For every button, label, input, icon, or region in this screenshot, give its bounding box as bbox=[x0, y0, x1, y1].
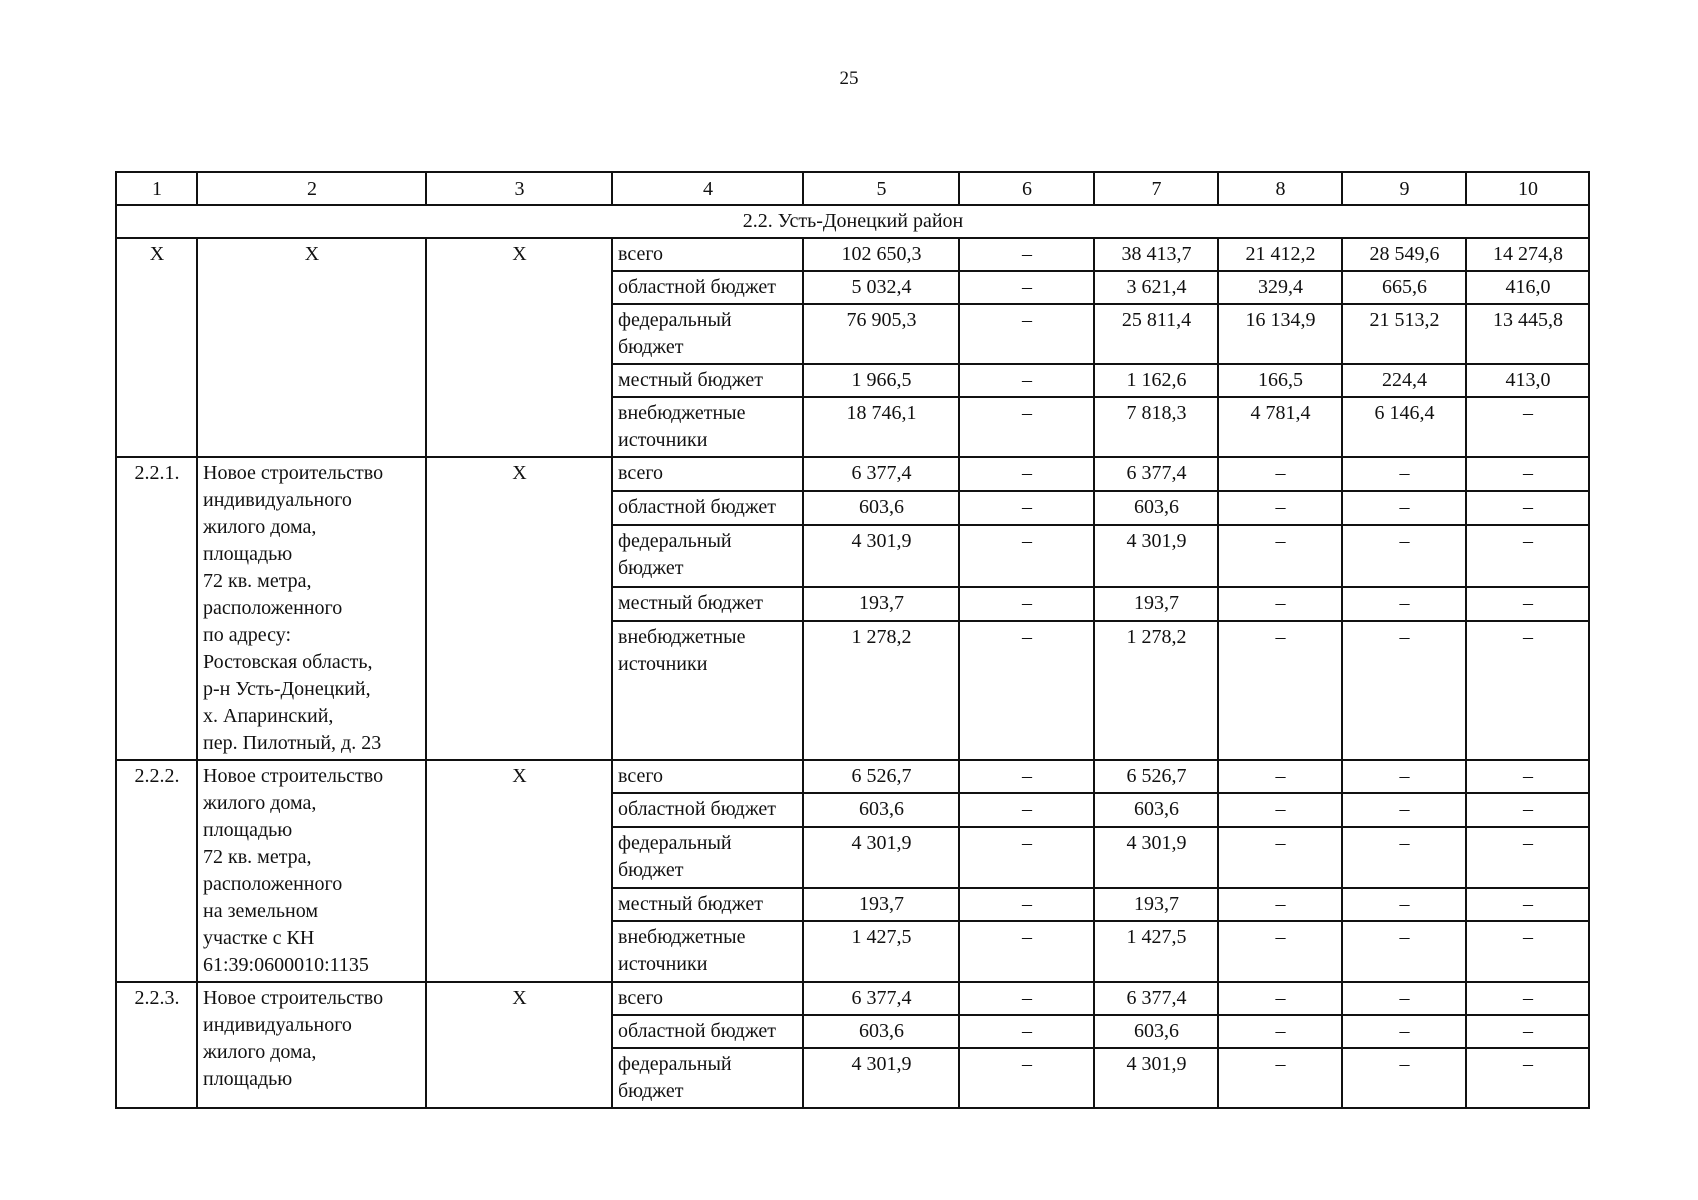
header-cell: 10 bbox=[1466, 172, 1589, 205]
header-row bbox=[116, 172, 1589, 205]
item-description bbox=[197, 760, 426, 982]
value-cell-c5: 603,6 bbox=[803, 793, 959, 826]
item-description: Х bbox=[197, 238, 426, 457]
value-cell-c5: 193,7 bbox=[803, 587, 959, 621]
value-cell-c10: 413,0 bbox=[1466, 364, 1589, 397]
value-cell-c6: – bbox=[959, 525, 1094, 587]
value-cell-c7: 4 301,9 bbox=[1094, 1048, 1218, 1108]
value-cell-c10: – bbox=[1466, 921, 1589, 982]
value-cell-c7: 4 301,9 bbox=[1094, 827, 1218, 888]
value-cell-c5: 76 905,3 bbox=[803, 304, 959, 364]
value-cell-c8: – bbox=[1218, 621, 1342, 760]
header-cell: 5 bbox=[803, 172, 959, 205]
value-cell-c5: 102 650,3 bbox=[803, 238, 959, 271]
value-cell-c9: – bbox=[1342, 621, 1466, 760]
description-line: 72 кв. метра, bbox=[203, 570, 312, 592]
value-cell-c6: – bbox=[959, 921, 1094, 982]
value-cell-c10: – bbox=[1466, 397, 1589, 457]
value-cell-c10: 416,0 bbox=[1466, 271, 1589, 304]
value-cell-c6: – bbox=[959, 621, 1094, 760]
value-cell-c5: 18 746,1 bbox=[803, 397, 959, 457]
header-cell: 3 bbox=[426, 172, 612, 205]
description-line: по адресу: bbox=[203, 624, 292, 646]
value-cell-c9: – bbox=[1342, 1015, 1466, 1048]
value-cell-c5: 193,7 bbox=[803, 888, 959, 921]
value-cell-c10: – bbox=[1466, 621, 1589, 760]
item-number: Х bbox=[116, 238, 197, 457]
section-title: 2.2. Усть-Донецкий район bbox=[116, 205, 1589, 238]
value-cell-c9: 6 146,4 bbox=[1342, 397, 1466, 457]
value-cell-c9: 28 549,6 bbox=[1342, 238, 1466, 271]
value-cell-c6: – bbox=[959, 271, 1094, 304]
value-cell-c7: 603,6 bbox=[1094, 793, 1218, 826]
funding-source: всего bbox=[612, 238, 803, 271]
value-cell-c6: – bbox=[959, 457, 1094, 491]
value-cell-c9: – bbox=[1342, 982, 1466, 1015]
value-cell-c7: 1 162,6 bbox=[1094, 364, 1218, 397]
value-cell-c7: 38 413,7 bbox=[1094, 238, 1218, 271]
header-cell: 9 bbox=[1342, 172, 1466, 205]
value-cell-c6: – bbox=[959, 1015, 1094, 1048]
funding-source: местный бюджет bbox=[612, 888, 803, 921]
funding-source: всего bbox=[612, 982, 803, 1015]
value-cell-c9: – bbox=[1342, 921, 1466, 982]
value-cell-c10: – bbox=[1466, 827, 1589, 888]
value-cell-c10: – bbox=[1466, 1048, 1589, 1108]
value-cell-c5: 603,6 bbox=[803, 1015, 959, 1048]
header-cell: 7 bbox=[1094, 172, 1218, 205]
value-cell-c8: – bbox=[1218, 888, 1342, 921]
value-cell-c7: 603,6 bbox=[1094, 491, 1218, 525]
value-cell-c8: – bbox=[1218, 587, 1342, 621]
item-description bbox=[197, 457, 426, 760]
column-3-cell: Х bbox=[426, 760, 612, 982]
value-cell-c10: – bbox=[1466, 1015, 1589, 1048]
value-cell-c9: – bbox=[1342, 491, 1466, 525]
funding-source: внебюджетные источники bbox=[612, 621, 803, 760]
value-cell-c8: – bbox=[1218, 760, 1342, 793]
description-line: жилого дома, bbox=[203, 516, 317, 538]
value-cell-c8: – bbox=[1218, 1048, 1342, 1108]
value-cell-c7: 6 526,7 bbox=[1094, 760, 1218, 793]
value-cell-c6: – bbox=[959, 888, 1094, 921]
value-cell-c8: – bbox=[1218, 491, 1342, 525]
value-cell-c9: 224,4 bbox=[1342, 364, 1466, 397]
value-cell-c8: – bbox=[1218, 1015, 1342, 1048]
value-cell-c6: – bbox=[959, 793, 1094, 826]
value-cell-c5: 6 526,7 bbox=[803, 760, 959, 793]
funding-source: областной бюджет bbox=[612, 1015, 803, 1048]
value-cell-c7: 1 427,5 bbox=[1094, 921, 1218, 982]
value-cell-c10: – bbox=[1466, 525, 1589, 587]
value-cell-c8: – bbox=[1218, 525, 1342, 587]
description-line: участке с КН bbox=[203, 927, 315, 949]
item-number: 2.2.2. bbox=[116, 760, 197, 982]
description-line: расположенного bbox=[203, 873, 343, 895]
table-row bbox=[116, 238, 1589, 271]
section-row bbox=[116, 205, 1589, 238]
value-cell-c5: 1 966,5 bbox=[803, 364, 959, 397]
value-cell-c5: 4 301,9 bbox=[803, 525, 959, 587]
item-description bbox=[197, 982, 426, 1108]
value-cell-c5: 1 278,2 bbox=[803, 621, 959, 760]
description-line: жилого дома, bbox=[203, 792, 317, 814]
column-3-cell: Х bbox=[426, 238, 612, 457]
budget-table bbox=[115, 171, 1590, 1109]
value-cell-c6: – bbox=[959, 304, 1094, 364]
funding-source: федеральный бюджет bbox=[612, 525, 803, 587]
funding-source: местный бюджет bbox=[612, 364, 803, 397]
value-cell-c8: 166,5 bbox=[1218, 364, 1342, 397]
funding-source: федеральный бюджет bbox=[612, 304, 803, 364]
table-row bbox=[116, 982, 1589, 1015]
item-number: 2.2.1. bbox=[116, 457, 197, 760]
item-number: 2.2.3. bbox=[116, 982, 197, 1108]
header-cell: 1 bbox=[116, 172, 197, 205]
funding-source: областной бюджет bbox=[612, 271, 803, 304]
description-line: Новое строительство bbox=[203, 765, 384, 787]
value-cell-c9: – bbox=[1342, 793, 1466, 826]
funding-source: федеральный бюджет bbox=[612, 1048, 803, 1108]
funding-source: областной бюджет bbox=[612, 793, 803, 826]
value-cell-c9: – bbox=[1342, 760, 1466, 793]
value-cell-c7: 25 811,4 bbox=[1094, 304, 1218, 364]
value-cell-c6: – bbox=[959, 982, 1094, 1015]
funding-source: всего bbox=[612, 457, 803, 491]
value-cell-c5: 5 032,4 bbox=[803, 271, 959, 304]
value-cell-c9: 21 513,2 bbox=[1342, 304, 1466, 364]
description-line: площадью bbox=[203, 819, 293, 841]
value-cell-c5: 6 377,4 bbox=[803, 457, 959, 491]
funding-source: всего bbox=[612, 760, 803, 793]
value-cell-c10: – bbox=[1466, 982, 1589, 1015]
value-cell-c5: 4 301,9 bbox=[803, 1048, 959, 1108]
value-cell-c10: 14 274,8 bbox=[1466, 238, 1589, 271]
value-cell-c5: 1 427,5 bbox=[803, 921, 959, 982]
value-cell-c10: – bbox=[1466, 457, 1589, 491]
value-cell-c6: – bbox=[959, 587, 1094, 621]
value-cell-c9: – bbox=[1342, 457, 1466, 491]
value-cell-c6: – bbox=[959, 827, 1094, 888]
table-row bbox=[116, 760, 1589, 793]
value-cell-c8: – bbox=[1218, 827, 1342, 888]
value-cell-c6: – bbox=[959, 760, 1094, 793]
value-cell-c8: 21 412,2 bbox=[1218, 238, 1342, 271]
value-cell-c8: 4 781,4 bbox=[1218, 397, 1342, 457]
value-cell-c9: – bbox=[1342, 827, 1466, 888]
funding-source: внебюджетные источники bbox=[612, 921, 803, 982]
value-cell-c7: 4 301,9 bbox=[1094, 525, 1218, 587]
value-cell-c10: – bbox=[1466, 587, 1589, 621]
funding-source: местный бюджет bbox=[612, 587, 803, 621]
description-line: р-н Усть-Донецкий, bbox=[203, 678, 371, 700]
column-3-cell: Х bbox=[426, 457, 612, 760]
description-line: индивидуального bbox=[203, 1014, 352, 1036]
funding-source: внебюджетные источники bbox=[612, 397, 803, 457]
value-cell-c8: 329,4 bbox=[1218, 271, 1342, 304]
funding-source: федеральный бюджет bbox=[612, 827, 803, 888]
description-line: Ростовская область, bbox=[203, 651, 373, 673]
table-row bbox=[116, 457, 1589, 491]
value-cell-c7: 193,7 bbox=[1094, 888, 1218, 921]
value-cell-c7: 6 377,4 bbox=[1094, 982, 1218, 1015]
description-line: площадью bbox=[203, 1068, 293, 1090]
value-cell-c8: – bbox=[1218, 793, 1342, 826]
value-cell-c6: – bbox=[959, 238, 1094, 271]
value-cell-c5: 6 377,4 bbox=[803, 982, 959, 1015]
description-line: индивидуального bbox=[203, 489, 352, 511]
page-number: 25 bbox=[839, 68, 859, 89]
value-cell-c5: 4 301,9 bbox=[803, 827, 959, 888]
value-cell-c9: – bbox=[1342, 888, 1466, 921]
value-cell-c8: – bbox=[1218, 982, 1342, 1015]
header-cell: 2 bbox=[197, 172, 426, 205]
value-cell-c7: 3 621,4 bbox=[1094, 271, 1218, 304]
value-cell-c6: – bbox=[959, 491, 1094, 525]
description-line: 72 кв. метра, bbox=[203, 846, 312, 868]
description-line: Новое строительство bbox=[203, 462, 384, 484]
value-cell-c9: – bbox=[1342, 1048, 1466, 1108]
description-line: расположенного bbox=[203, 597, 343, 619]
value-cell-c6: – bbox=[959, 397, 1094, 457]
description-line: на земельном bbox=[203, 900, 318, 922]
value-cell-c10: – bbox=[1466, 793, 1589, 826]
value-cell-c8: – bbox=[1218, 457, 1342, 491]
value-cell-c7: 603,6 bbox=[1094, 1015, 1218, 1048]
value-cell-c6: – bbox=[959, 364, 1094, 397]
value-cell-c10: – bbox=[1466, 760, 1589, 793]
description-line: Новое строительство bbox=[203, 987, 384, 1009]
value-cell-c10: – bbox=[1466, 888, 1589, 921]
value-cell-c8: – bbox=[1218, 921, 1342, 982]
value-cell-c9: – bbox=[1342, 587, 1466, 621]
value-cell-c7: 6 377,4 bbox=[1094, 457, 1218, 491]
value-cell-c8: 16 134,9 bbox=[1218, 304, 1342, 364]
column-3-cell: Х bbox=[426, 982, 612, 1108]
value-cell-c7: 193,7 bbox=[1094, 587, 1218, 621]
value-cell-c7: 7 818,3 bbox=[1094, 397, 1218, 457]
value-cell-c10: – bbox=[1466, 491, 1589, 525]
header-cell: 8 bbox=[1218, 172, 1342, 205]
value-cell-c10: 13 445,8 bbox=[1466, 304, 1589, 364]
value-cell-c7: 1 278,2 bbox=[1094, 621, 1218, 760]
value-cell-c5: 603,6 bbox=[803, 491, 959, 525]
funding-source: областной бюджет bbox=[612, 491, 803, 525]
value-cell-c9: 665,6 bbox=[1342, 271, 1466, 304]
value-cell-c6: – bbox=[959, 1048, 1094, 1108]
description-line: х. Апаринский, bbox=[203, 705, 334, 727]
description-line: жилого дома, bbox=[203, 1041, 317, 1063]
description-line: 61:39:0600010:1135 bbox=[203, 954, 369, 976]
description-line: площадью bbox=[203, 543, 293, 565]
description-line: пер. Пилотный, д. 23 bbox=[203, 732, 382, 754]
header-cell: 6 bbox=[959, 172, 1094, 205]
value-cell-c9: – bbox=[1342, 525, 1466, 587]
header-cell: 4 bbox=[612, 172, 803, 205]
